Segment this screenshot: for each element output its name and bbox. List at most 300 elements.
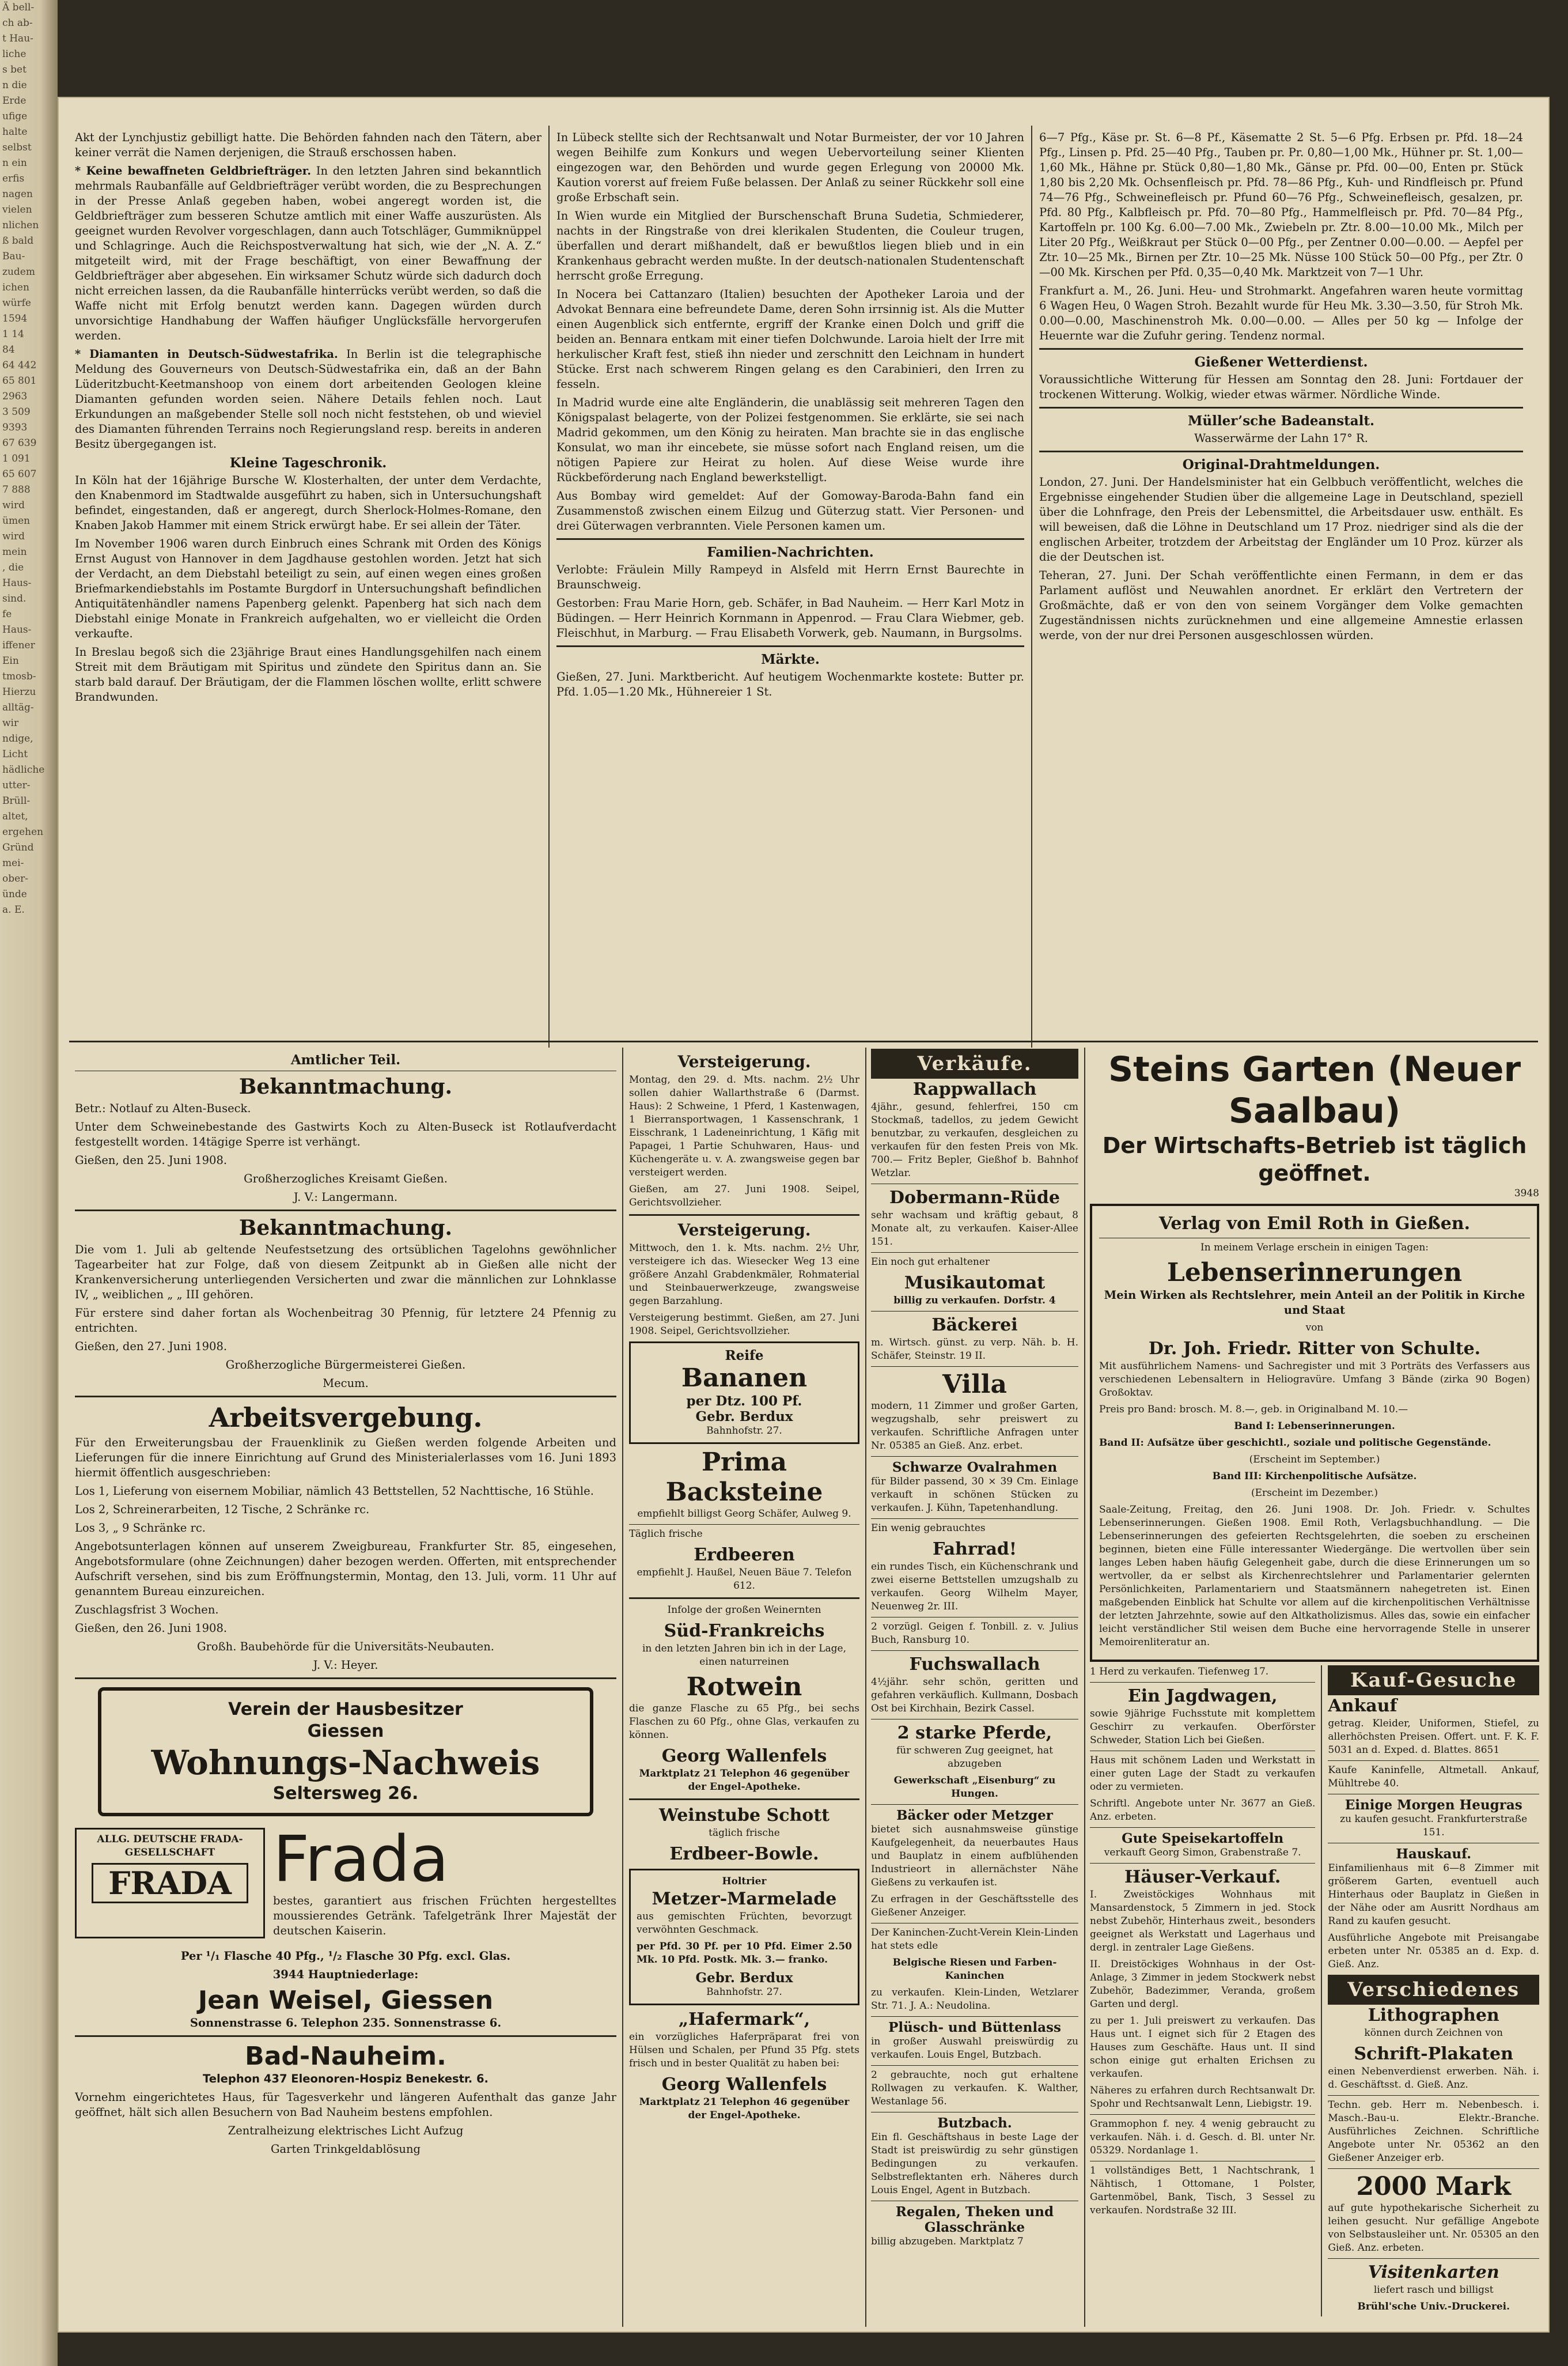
- book-note: (Erscheint im Dezember.): [1251, 1487, 1378, 1499]
- ad-text: Brühl'sche Univ.-Druckerei.: [1357, 2301, 1510, 2312]
- rule: [629, 1798, 859, 1800]
- ad-heading: Bäcker oder Metzger: [896, 1808, 1053, 1823]
- ad-text: empfiehlt billigst Georg Schäfer, Aulweg 9.: [637, 1508, 851, 1520]
- spine-text-line: mei-: [2, 857, 24, 869]
- ad-text: einen Nebenverdienst erwerben. Näh. i. d. Geschäftsst. d. Gieß. Anz.: [1328, 2066, 1539, 2091]
- spine-text-line: selbst: [2, 142, 32, 153]
- spine-text-line: halte: [2, 126, 28, 138]
- ad-text: Ein fl. Geschäftshaus in beste Lage der Stadt ist preiswürdig zu sehr günstigen Bedingungen zu verkaufen. Selbstreflektanten erh. Näheres durch Louis Engel, Agent in Butzbach.: [871, 2131, 1078, 2196]
- section-heading-amtlicher-teil: Amtlicher Teil.: [290, 1052, 401, 1068]
- ad-text: sehr wachsam und kräftig gebaut, 8 Monate alt, zu verkaufen. Kaiser-Allee 151.: [871, 1210, 1078, 1248]
- section-heading-verschiedenes: Verschiedenes: [1328, 1975, 1539, 2005]
- spine-text-line: liche: [2, 48, 26, 60]
- market-report: Gießen, 27. Juni. Marktbericht. Auf heutigem Wochenmarkte kostete: Butter pr. Pfd. 1.05—1.20 Mk., Hühnereier 1 St.: [556, 670, 1024, 698]
- ad-number: 3948: [1514, 1188, 1539, 1199]
- spine-text-line: Haus-: [2, 577, 32, 589]
- ad-heading: Musikautomat: [904, 1273, 1046, 1293]
- article-madrid: In Madrid wurde eine alte Engländerin, die unablässig seit mehreren Tagen den Königspalast belagerte, von der Polizei festgenommen. Sie erklärte, sie sei nach Madrid gekommen, um den König zu heiraten. Man brachte sie in das englische Konsulat, wo man ihr eincebete, sie müsse sofort nach England reisen, um die nötigen Papiere zur Heirat zu holen. Auf diese Weise wurde ihre Rückbeförderung nach England bewerkstelligt.: [556, 396, 1024, 484]
- section-heading-kleine-tageschronik: Kleine Tageschronik.: [229, 455, 387, 471]
- ad-address: Marktplatz 21 Telephon 46 gegenüber der Engel-Apotheke.: [639, 2096, 850, 2121]
- ad-line: in den letzten Jahren bin ich in der Lage, einen naturreinen: [642, 1643, 847, 1668]
- section-rule: [1039, 348, 1523, 350]
- ad-line: Süd-Frankreichs: [664, 1621, 825, 1641]
- ad-heading: Villa: [942, 1370, 1008, 1399]
- ad-heading: Lithographen: [1368, 2005, 1499, 2025]
- spine-text-line: Ä bell-: [2, 2, 35, 13]
- ad-seller: Gewerkschaft „Eisenburg“ zu Hungen.: [893, 1775, 1056, 1800]
- ad-heading: 2000 Mark: [1356, 2172, 1512, 2201]
- column-divider: [622, 1048, 623, 2327]
- rule: [1328, 2095, 1539, 2096]
- ads-left-subcolumn: [1090, 1665, 1315, 2316]
- spine-text-line: zudem: [2, 266, 35, 278]
- rule: [1090, 1827, 1315, 1828]
- spine-text-line: wird: [2, 500, 25, 511]
- ad-text: 2 vorzügl. Geigen f. Tonbill. z. v. Julius Buch, Ransburg 10.: [871, 1621, 1078, 1646]
- rule: [1328, 1760, 1539, 1761]
- ad-heading: Versteigerung.: [677, 1220, 811, 1239]
- ad-seller: Georg Wallenfels: [661, 2074, 827, 2095]
- ad-text: in großer Auswahl preiswürdig zu verkaufen. Louis Engel, Butzbach.: [871, 2036, 1078, 2061]
- spine-text-line: tmosb-: [2, 671, 36, 682]
- spine-text-line: ufige: [2, 111, 28, 122]
- ad-rotwein-title: Rotwein: [686, 1672, 802, 1702]
- ad-text: Belgische Riesen und Farben-Kaninchen: [892, 1957, 1057, 1982]
- spine-text-line: a. E.: [2, 904, 25, 916]
- spine-text-line: altet,: [2, 811, 28, 822]
- book-volume: Band I: Lebenserinnerungen.: [1234, 1420, 1395, 1432]
- ad-heading: Versteigerung.: [677, 1052, 811, 1071]
- ad-text: zu kaufen gesucht. Frankfurterstraße 151.: [1340, 1813, 1528, 1838]
- notice-text: Unter dem Schweinebestande des Gastwirts Koch zu Alten-Buseck ist Rotlaufverdacht festgestellt worden. 14tägige Sperre ist verhängt.: [75, 1120, 616, 1148]
- book-subtitle: Mein Wirken als Rechtslehrer, mein Anteil an der Politik in Kirche und Staat: [1104, 1288, 1525, 1317]
- section-rule: [1039, 407, 1523, 409]
- spine-text-line: Hierzu: [2, 686, 36, 698]
- section-heading-verkaeufe: Verkäufe.: [871, 1049, 1078, 1079]
- official-notices-column: [75, 1049, 616, 2316]
- rule: [871, 1252, 1078, 1253]
- spine-text-line: utter-: [2, 780, 31, 791]
- article-nocera: In Nocera bei Cattanzaro (Italien) besuchten der Apotheker Laroia und der Advokat Bennara eine befreundete Dame, deren Sohn irrsinnig ist. Als die Mutter einen Augenblick sich entfernte, ergriff der Kranke einen Dolch und griff die beiden an. Bennara entkam mit einer tiefen Dolchwunde. Laroia hielt der Irre mit herkulischer Kraft fest, stieß ihn nieder und zerschnitt den Leichnam in hundert Stücke. Erst nach schwerem Ringen gelang es den Carabinieri, den Irren zu fesseln.: [556, 288, 1024, 391]
- spine-text-line: Gründ: [2, 842, 34, 853]
- notice-lot: Los 1, Lieferung von eisernem Mobiliar, nämlich 43 Bettstellen, 52 Nachttische, 16 Stühle.: [75, 1484, 594, 1498]
- ad-line: Reife: [725, 1348, 764, 1363]
- ad-heading: 2 starke Pferde,: [897, 1723, 1052, 1743]
- frada-logo-text: FRADA: [92, 1863, 248, 1903]
- ad-frada: [75, 1824, 616, 1942]
- rule: [75, 1396, 616, 1397]
- spine-text-line: ichen: [2, 282, 29, 293]
- family-gestorben: Gestorben: Frau Marie Horn, geb. Schäfer, in Bad Nauheim. — Herr Karl Motz in Büdingen. — Herr Heinrich Kornmann in Appenrod. — Frau Clara Wiebmer, geb. Fleischhut, in Marburg. — Frau Elisabeth Vorwerk, geb. Naumann, in Burgsolms.: [556, 596, 1024, 640]
- spine-text-line: 67 639: [2, 437, 37, 449]
- spine-text-line: ünde: [2, 889, 27, 900]
- spine-text-line: erfis: [2, 173, 25, 184]
- book-title: Lebenserinnerungen: [1166, 1258, 1463, 1287]
- rule: [871, 2065, 1078, 2066]
- spine-text-line: ndige,: [2, 733, 33, 744]
- ad-headline: Metzer-Marmelade: [652, 1889, 837, 1909]
- ad-text: 4jähr., gesund, fehlerfrei, 150 cm Stockmaß, tadellos, zu jedem Gewicht benutzbar, zu verkaufen, desgleichen zu verkaufen für den festen Preis von Mk. 700.— Fritz Bepler, Gießhof b. Bahnhof Wetzlar.: [871, 1101, 1078, 1179]
- article-text: In den letzten Jahren sind bekanntlich mehrmals Raubanfälle auf Geldbriefträger verübt worden, die zu Besprechungen in der Presse Anlaß gegeben haben, wobei angeregt worden ist, die Geldbriefträger zum besseren Schutze amtlich mit einer Waffe auszurüsten. Als geeignet wurden Revolver vorgeschlagen, dann auch Totschläger, Gummiknüppel und Schlagringe. Auch die Reichspostverwaltung hat sich, wie der „N. A. Z.“ mitgeteilt wird, mit der Frage beschäftigt, von einer Bewaffnung der Geldbriefträger aber abgesehen. Ein wirksamer Schutz würde sich dadurch doch nicht erreichen lassen, da die Raubanfälle hinterrücks verübt werden, so daß die Waffe nicht mit Erfolg benutzt werden kann. Dagegen würden durch unvorsichtige Handhabung der Waffen häufiger Unglücksfälle hervorgerufen werden.: [75, 164, 541, 342]
- ad-bad-nauheim-text: Vornehm eingerichtetes Haus, für Tagesverkehr und längeren Aufenthalt das ganze Jahr geöffnet, hält sich allen Besuchern von Bad Nauheim bestens empfohlen.: [75, 2091, 616, 2119]
- ad-line: Verein der Hausbesitzer: [228, 1699, 463, 1719]
- frada-headline: Frada: [273, 1822, 449, 1896]
- ad-text: In meinem Verlage erschein in einigen Tagen:: [1200, 1242, 1429, 1253]
- spine-text-line: ß bald: [2, 235, 34, 247]
- notice-signature: Mecum.: [323, 1377, 369, 1390]
- spine-text-line: 1 14: [2, 328, 24, 340]
- rule: [1090, 1682, 1315, 1683]
- ad-text: I. Zweistöckiges Wohnhaus mit Mansardenstock, 5 Zimmern in jed. Stock nebst Zubehör, Hinterhaus zweit., besonders geeignet als Werkstatt und Lagerhaus und dergl. in zentraler Lage Gießens.: [1090, 1889, 1316, 1953]
- ad-heading: Häuser-Verkauf.: [1124, 1867, 1281, 1887]
- article-wien: In Wien wurde ein Mitglied der Burschenschaft Bruna Sudetia, Schmiederer, nachts in der Ringstraße von drei klerikalen Studenten, die Couleur trugen, überfallen und derart mißhandelt, daß er bewußtlos liegen blieb und in ein Krankenhaus gebracht werden mußte. In der deutsch-nationalen Studentenschaft herrscht große Erregung.: [556, 209, 1024, 282]
- family-verlobte: Verlobte: Fräulein Milly Rampeyd in Alsfeld mit Herrn Ernst Baurechte in Braunschweig.: [556, 563, 1024, 591]
- spine-text-line: ober-: [2, 873, 29, 885]
- ads-right-subcolumn: [1328, 1665, 1539, 2316]
- ad-heading: Butzbach.: [937, 2115, 1012, 2131]
- rule: [629, 1214, 859, 1216]
- ad-text: aus gemischten Früchten, bevorzugt verwöhnten Geschmack.: [637, 1911, 852, 1936]
- ad-bad-nauheim-line: Telephon 437 Eleonoren-Hospiz Benekestr. 6.: [203, 2072, 488, 2085]
- spine-text-line: ergehen: [2, 826, 44, 838]
- notice-signature: J. V.: Heyer.: [313, 1658, 378, 1672]
- rule: [75, 1210, 616, 1211]
- ad-heading: Visitenkarten: [1368, 2262, 1499, 2282]
- telegram-london: London, 27. Juni. Der Handelsminister hat ein Gelbbuch veröffentlicht, welches die Ergebnisse eingehender Studien über die allgemeine Lage in Deutschland, speziell über die Lohnfrage, den Preis der Lebensmittel, die Arbeitsdauer usw. enthält. Es will beweisen, daß die Löhne in Deutschland um 17 Proz. niedriger sind als die der englischen Arbeiter, trotzdem der Arbeitstag der Engländer um 10 Proz. kürzer als die der Deutschen ist.: [1039, 475, 1523, 564]
- ad-text: Gießen, am 27. Juni 1908. Seipel, Gerichtsvollzieher.: [629, 1184, 859, 1208]
- rule: [871, 1650, 1078, 1651]
- ad-bad-nauheim-line: Garten Trinkgeldablösung: [270, 2142, 421, 2156]
- frada-dealer-address: Sonnenstrasse 6. Telephon 235. Sonnenstrasse 6.: [190, 2016, 502, 2029]
- article-diamanten: [75, 347, 541, 452]
- market-frankfurt: Frankfurt a. M., 26. Juni. Heu- und Strohmarkt. Angefahren waren heute vormittag 6 Wagen Heu, 0 Wagen Stroh. Bezahlt wurde für Heu Mk. 3.30—3.50, für Stroh Mk. 0.00—0.00, Maschinenstroh Mk. 0.00—0.00. — Alles per 50 kg — Infolge der Heuernte war die Zufuhr gering. Tendenz normal.: [1039, 284, 1523, 342]
- spine-text-line: , die: [2, 562, 24, 573]
- article-koeln: In Köln hat der 16jährige Bursche W. Klosterhalten, der unter dem Verdachte, den Knabenmord im Stadtwalde ausgeführt zu haben, sich in Untersuchungshaft befindet, eingestanden, daß er angeregt, durch Sherlock-Holmes-Romane, den Knaben Jakob Hammer mit einem Strick erwürgt habe. Er sei allein der Täter.: [75, 474, 541, 532]
- ad-heading: Fuchswallach: [909, 1654, 1040, 1675]
- spine-text-line: 7 888: [2, 484, 31, 496]
- ad-heading: Ein Jagdwagen,: [1127, 1686, 1278, 1706]
- ad-subline: Der Wirtschafts-Betrieb ist täglich geöffnet.: [1102, 1133, 1527, 1186]
- ad-heading: Rappwallach: [912, 1079, 1037, 1099]
- ad-address: Seltersweg 26.: [272, 1783, 419, 1804]
- ad-text: 2 gebrauchte, noch gut erhaltene Rollwagen zu verkaufen. K. Walther, Westanlage 56.: [871, 2069, 1078, 2107]
- article-title: * Diamanten in Deutsch-Südwestafrika.: [75, 347, 338, 361]
- spine-text-line: iffener: [2, 640, 35, 651]
- spine-text-line: würfe: [2, 297, 31, 309]
- rule: [75, 2035, 616, 2037]
- spine-text-line: n die: [2, 80, 27, 91]
- book-author: Dr. Joh. Friedr. Ritter von Schulte.: [1148, 1339, 1481, 1359]
- ad-text: auf gute hypothekarische Sicherheit zu leihen gesucht. Nur gefällige Angebote von Selbstausleiher unt. Nr. 05305 an den Gieß. Anz. erbeten.: [1328, 2202, 1539, 2254]
- frada-price: Per ¹/₁ Flasche 40 Pfg., ¹/₂ Flasche 30 Pfg. excl. Glas.: [180, 1949, 511, 1963]
- spine-text-line: mein: [2, 546, 27, 558]
- spine-text-line: 64 442: [2, 360, 37, 371]
- spine-text-line: Bau-: [2, 251, 25, 262]
- rule: [871, 1366, 1078, 1367]
- spine-text-line: sind.: [2, 593, 26, 604]
- notice-text: Betr.: Notlauf zu Alten-Buseck.: [75, 1102, 251, 1115]
- ad-line: Giessen: [307, 1721, 384, 1741]
- ad-heading: Regalen, Theken und Glasschränke: [895, 2204, 1054, 2235]
- section-heading-drahtmeldungen: Original-Drahtmeldungen.: [1182, 457, 1380, 473]
- ad-heading: Dobermann-Rüde: [889, 1188, 1060, 1208]
- ad-text: für schweren Zug geeignet, hat abzugeben: [896, 1745, 1054, 1770]
- notice-date: Gießen, den 27. Juni 1908.: [75, 1340, 228, 1353]
- notice-text: Für den Erweiterungsbau der Frauenklinik zu Gießen werden folgende Arbeiten und Lieferungen für die innere Einrichtung auf Grund des Ministerialerlasses vom 16. Juni 1893 hiermit öffentlich ausgeschrieben:: [75, 1436, 616, 1479]
- ad-hafermark-title: „Hafermark“,: [678, 2009, 810, 2029]
- ad-text: verkauft Georg Simon, Grabenstraße 7.: [1104, 1847, 1301, 1858]
- spine-text-line: 65 801: [2, 375, 37, 387]
- spine-text-line: vielen: [2, 204, 32, 216]
- article-lynchjustiz: Akt der Lynchjustiz gebilligt hatte. Die Behörden fahnden nach den Tätern, aber keiner verrät die Namen derjenigen, die Strauß erschossen haben.: [75, 131, 541, 159]
- ad-text: billig abzugeben. Marktplatz 7: [871, 2236, 1024, 2247]
- ad-line: Erdbeer-Bowle.: [669, 1844, 819, 1864]
- ad-text: die ganze Flasche zu 65 Pfg., bei sechs Flaschen zu 60 Pfg., ohne Glas, verkaufen zu können.: [629, 1703, 859, 1741]
- spine-text-line: 9393: [2, 422, 28, 433]
- ad-verlag-emil-roth: [1090, 1204, 1539, 1662]
- ad-text: Schriftl. Angebote unter Nr. 3677 an Gieß. Anz. erbeten.: [1090, 1798, 1316, 1823]
- ad-text: II. Dreistöckiges Wohnhaus in der Ost-Anlage, 3 Zimmer in jedem Stockwerk nebst Zubehör, Badezimmer, Veranda, großem Garten und dergl.: [1090, 1959, 1316, 2010]
- ad-text: Montag, den 29. d. Mts. nachm. 2½ Uhr sollen dahier Wallarthstraße 6 (Darmst. Haus): 2 Schweine, 1 Pferd, 1 Kastenwagen, 1 Bierransportwagen, 1 Kassenschrank, 1 Eisschrank, 1 Ladeneinrichtung, 1 Käfig mit Papagei, 1 Partie Schuhwaren, Haus- und Küchengeräte u. v. A. zwangsweise gegen bar versteigert werden.: [629, 1074, 859, 1178]
- section-rule: [556, 538, 1024, 540]
- rule: [1090, 2114, 1315, 2115]
- spine-text-line: n ein: [2, 157, 27, 169]
- article-title: * Keine bewaffneten Geldbriefträger.: [75, 164, 312, 177]
- column-divider: [1084, 1048, 1085, 2327]
- rule: [1328, 2258, 1539, 2259]
- ad-heading: Schwarze Ovalrahmen: [892, 1460, 1058, 1475]
- article-breslau: In Breslau begoß sich die 23jährige Braut eines Handlungsgehilfen nach einem Streit mit dem Bräutigam mit Spiritus und zündete den Spiritus dann an. Sie starb bald darauf. Der Bräutigam, der die Flammen löschen wollte, erlitt schwere Brandwunden.: [75, 645, 541, 704]
- ad-seller: Georg Wallenfels: [661, 1746, 827, 1766]
- ad-text: Haus mit schönem Laden und Werkstatt in einer guten Lage der Stadt zu verkaufen oder zu vermieten.: [1090, 1755, 1316, 1793]
- spine-text-line: alltäg-: [2, 702, 34, 713]
- section-heading-badeanstalt: Müller’sche Badeanstalt.: [1187, 413, 1375, 429]
- frada-company: ALLG. DEUTSCHE FRADA-GESELLSCHAFT: [97, 1834, 243, 1858]
- ad-heading: Schrift-Plakaten: [1354, 2044, 1513, 2064]
- ad-text: ein rundes Tisch, ein Küchenschrank und zwei eiserne Bettstellen umzugshalb zu verkaufen. Georg Wilhelm Mayer, Neuenweg 2r. III.: [871, 1561, 1078, 1612]
- spine-text-line: Haus-: [2, 624, 32, 636]
- ad-text: Näheres zu erfahren durch Rechtsanwalt Dr. Spohr und Rechtsanwalt Lenn, Liebigstr. 19.: [1090, 2085, 1316, 2110]
- ad-bad-nauheim-title: Bad-Nauheim.: [245, 2042, 446, 2071]
- ad-text: Versteigerung bestimmt. Gießen, am 27. Juni 1908. Seipel, Gerichtsvollzieher.: [629, 1312, 859, 1337]
- ad-price: per Pfd. 30 Pf. per 10 Pfd. Eimer 2.50 Mk. 10 Pfd. Postk. Mk. 3.— franko.: [637, 1941, 852, 1966]
- ad-text: liefert rasch und billigst: [1373, 2284, 1494, 2296]
- spine-text-line: 2963: [2, 391, 28, 402]
- ad-verein-hausbesitzer: [98, 1687, 593, 1816]
- ad-weinstube-title: Weinstube Schott: [658, 1805, 830, 1825]
- ad-text: m. Wirtsch. günst. zu verp. Näh. b. H. Schäfer, Steinstr. 19 II.: [871, 1337, 1078, 1362]
- ad-erdbeeren-title: Erdbeeren: [694, 1545, 795, 1565]
- notice-lot: Los 3, „ 9 Schränke rc.: [75, 1521, 206, 1535]
- book-volume: Band III: Kirchenpolitische Aufsätze.: [1212, 1471, 1417, 1482]
- rule: [871, 1518, 1078, 1519]
- ad-text: billig zu verkaufen. Dorfstr. 4: [893, 1295, 1056, 1306]
- ad-line: Infolge der großen Weinernten: [667, 1604, 821, 1616]
- spine-text-line: ümen: [2, 515, 31, 527]
- notice-heading: Bekanntmachung.: [238, 1075, 453, 1099]
- ad-headline: Bananen: [681, 1363, 808, 1393]
- page-section-rule: [69, 1041, 1538, 1042]
- rule: [871, 1456, 1078, 1457]
- ad-text: Mittwoch, den 1. k. Mts. nachm. 2½ Uhr, versteigere ich das. Wiesecker Weg 13 eine größere Anzahl Grabdenkmäler, Rohmaterial und Steinbauerwerkzeuge, zwangsweise gegen Barzahlung.: [629, 1242, 859, 1307]
- spine-text-line: 1 091: [2, 453, 31, 464]
- ad-text: für Bilder passend, 30 × 39 Cm. Einlage verkauft in schönen Stücken zu verkaufen. J. Kühn, Tapetenhandlung.: [871, 1476, 1078, 1514]
- section-heading-maerkte: Märkte.: [761, 652, 820, 667]
- spine-text-line: 84: [2, 344, 15, 356]
- article-bombay: Aus Bombay wird gemeldet: Auf der Gomoway-Baroda-Bahn fand ein Zusammenstoß zwischen einem Eilzug und Güterzug statt. Vier Personen- und drei Güterwagen verbrannten. Viele Personen kamen um.: [556, 489, 1024, 532]
- ad-text: zu per 1. Juli preiswert zu verkaufen. Das Haus unt. I eignet sich für 2 Etagen des Hauses zum Geschäfte. Haus unt. II sind schon einige gut erhalten Erichsen zu verkaufen.: [1090, 2015, 1316, 2080]
- ad-text: getrag. Kleider, Uniformen, Stiefel, zu allerhöchsten Preisen. Offert. unt. F. K. F. 5031 an d. Exped. d. Blattes. 8651: [1328, 1718, 1539, 1756]
- section-rule: [556, 645, 1024, 647]
- ad-text: Grammophon f. ney. 4 wenig gebraucht zu verkaufen. Näh. i. d. Gesch. d. Bl. unter Nr. 05329. Nordanlage 1.: [1090, 2118, 1316, 2156]
- spine-text-line: Ein: [2, 655, 19, 667]
- ad-steins-garten: [1090, 1049, 1539, 1200]
- spine-text-line: s bet: [2, 64, 26, 75]
- news-column-3: [1039, 130, 1523, 1029]
- article-orden: Im November 1906 waren durch Einbruch eines Schrank mit Orden des Königs Ernst August von Hannover in dem Jagdhause gestohlen worden. Jetzt hat sich der Verdacht, an dem Diebstahl beteiligt zu sein, auf einen wegen eines großen Briefmarkendiebstahls im Postamte Burgdorf in Untersuchungshaft befindlichen Antiquitätenhändler namens Papenberg gelenkt. Papenberg hat sich nach dem Diebstahl einige Monate in Frankreich aufgehalten, wo er vielleicht die Orden verkaufte.: [75, 537, 541, 640]
- ad-heading: Bäckerei: [931, 1315, 1018, 1335]
- ad-bad-nauheim-line: Zentralheizung elektrisches Licht Aufzug: [228, 2124, 464, 2137]
- telegram-teheran: Teheran, 27. Juni. Der Schah veröffentlichte einen Fermann, in dem er das Parlament auflöst und Neuwahlen anordnet. Er erklärt den Vertretern der Großmächte, daß er von den von seinem Vorgänger dem Volke gemachten Zugeständnissen nichts zurücknehmen und eine allgemeine Amnestie erlassen werde, von der nur drei Personen ausgeschlossen würden.: [1039, 569, 1523, 642]
- section-heading-wetterdienst: Gießener Wetterdienst.: [1194, 354, 1368, 370]
- rule: [1328, 2168, 1539, 2169]
- ad-line: Ein wenig gebrauchtes: [871, 1522, 986, 1534]
- news-column-1: [75, 130, 541, 1029]
- column-divider: [548, 126, 550, 1048]
- ad-bananen: [629, 1341, 859, 1444]
- notice-date: Gießen, den 25. Juni 1908.: [75, 1154, 228, 1167]
- ad-text: können durch Zeichnen von: [1364, 2027, 1503, 2039]
- ad-text: ein vorzügliches Haferpräparat frei von Hülsen und Schalen, per Pfund 35 Pfg. stets frisch und in bester Qualität zu haben bei:: [629, 2031, 859, 2069]
- book-by: von: [1305, 1322, 1324, 1333]
- column-divider: [1031, 126, 1032, 1048]
- notice-signature: J. V.: Langermann.: [293, 1190, 398, 1204]
- notice-authority: Großherzogliche Bürgermeisterei Gießen.: [225, 1358, 466, 1371]
- ad-heading: Einige Morgen Heugras: [1344, 1797, 1522, 1813]
- rule: [871, 1804, 1078, 1805]
- facing-page-spine: [0, 0, 58, 2366]
- ad-headline: Steins Garten (Neuer Saalbau): [1108, 1049, 1521, 1131]
- spine-text-line: hädliche: [2, 764, 45, 776]
- spine-text-line: nagen: [2, 188, 33, 200]
- spine-text-line: Licht: [2, 749, 28, 760]
- spine-text-line: Brüll-: [2, 795, 31, 807]
- book-review: Saale-Zeitung, Freitag, den 26. Juni 1908. Dr. Joh. Friedr. v. Schultes Lebenserinnerungen. Gießen 1908. Emil Roth, Verlagsbuchhandlung. — Die Lebenserinnerungen des gefeierten Rechtsgelehrten, die soeben zu erscheinen beginnen, bieten eine Fülle interessanter Wiedergänge. Die wertvollen über sein langes Leben haben häufig Gelegenheit gabe, durch die diese Erinnerungen um so wertvoller, da er selbst als Kirchenrechtslehrer und Parlamentarier gelernten Persönlichkeiten, Parlamentariern und Staatsmännern nahegetreten ist. Einen maßgebenden Einblick hat Schulte vor allem auf die kirchenpolitischen Verhältnisse der letzten Jahrzehnte, sowie auf den Altkatholizismus. Alles das, sowie ein einfacher leicht verständlicher Stil weisen dem Buche eine hervorragende Stelle in unserer Memoirenliteratur an.: [1099, 1504, 1530, 1648]
- section-heading-kauf-gesuche: Kauf-Gesuche: [1328, 1665, 1539, 1695]
- spine-text-line: 1594: [2, 313, 28, 324]
- rule: [1090, 1863, 1315, 1864]
- rule: [629, 1524, 859, 1525]
- notice-date: Gießen, den 26. Juni 1908.: [75, 1622, 228, 1635]
- ad-address: Bahnhofstr. 27.: [706, 1425, 782, 1437]
- book-volume: Band II: Aufsätze über geschichtl., soziale und politische Gegenstände.: [1099, 1437, 1491, 1449]
- spine-text-line: wird: [2, 531, 25, 542]
- notice-heading: Bekanntmachung.: [238, 1216, 453, 1240]
- ad-line: Ein noch gut erhaltener: [871, 1256, 990, 1268]
- ad-address: Marktplatz 21 Telephon 46 gegenüber der Engel-Apotheke.: [639, 1768, 850, 1793]
- ad-text: 1 Herd zu verkaufen. Tiefenweg 17.: [1090, 1666, 1269, 1677]
- article-geldbrieftraeger: [75, 164, 541, 343]
- section-rule: [1039, 451, 1523, 452]
- notice-lot: Los 2, Schreinerarbeiten, 12 Tische, 2 Schränke rc.: [75, 1503, 370, 1516]
- ad-heading: Gute Speisekartoffeln: [1122, 1831, 1284, 1846]
- ad-heading: Ankauf: [1328, 1696, 1397, 1716]
- notice-text: Zuschlagsfrist 3 Wochen.: [75, 1603, 219, 1616]
- ad-address: Bahnhofstr. 27.: [706, 1986, 782, 1998]
- spine-text-line: 3 509: [2, 406, 31, 418]
- ad-text: Ausführliche Angebote mit Preisangabe erbeten unter Nr. 05385 an d. Exp. d. Gieß. Anz.: [1328, 1932, 1539, 1970]
- frada-depot: 3944 Hauptniederlage:: [272, 1968, 419, 1981]
- book-price: Preis pro Band: brosch. M. 8.—, geb. in Originalband M. 10.—: [1099, 1404, 1408, 1415]
- market-prices: 6—7 Pfg., Käse pr. St. 6—8 Pf., Käsematte 2 St. 5—6 Pfg. Erbsen pr. Pfd. 18—24 Pfg., Linsen p. Pfd. 25—40 Pfg., Tauben pr. Pr. 0,80—1,00 Mk., Hühner pr. St. 1,00—1,60 Mk., Hähne pr. Stück 0,80—1,80 Mk., Gänse pr. Pfd. 00—00, Enten pr. Stück 1,80 bis 2,20 Mk. Ochsenfleisch pr. Pfd. 78—86 Pfg., Kuh- und Rindfleisch pr. Pfund 74—76 Pfg., Schweinefleisch pr. Pfund 60—76 Pfg., Schweinefleisch, gesalzen, pr. Pfd. 80 Pfg., Kalbfleisch pr. Pfd. 70—80 Pfg., Hammelfleisch pr. Pfd. 70—84 Pfg., Kartoffeln pr. 100 Kg. 6.00—7.00 Mk., Zwiebeln pr. Ztr. 8.00—10.00 Mk., Milch per Liter 20 Pfg., Weißkraut per Stück 0—00 Pfg., per Zentner 0.00—0.00. — Aepfel per Ztr. 10—25 Mk., Birnen per Ztr. 10—25 Mk. Nüsse 100 Stück 50—00 Pfg., per Ztr. 0—00 Mk. Kirschen per Pfd. 0,35—0,40 Mk. Marktzeit von 7—1 Uhr.: [1039, 131, 1523, 279]
- ad-seller: Gebr. Berdux: [695, 1970, 793, 1986]
- rule: [871, 2016, 1078, 2017]
- ad-line: Täglich frische: [629, 1528, 703, 1540]
- rule: [629, 1597, 859, 1599]
- spine-text-line: fe: [2, 608, 12, 620]
- ad-text: modern, 11 Zimmer und großer Garten, wegzugshalb, sehr preiswert zu verkaufen. Schriftliche Anfragen unter Nr. 05385 an Gieß. Anz. erbet.: [871, 1400, 1078, 1452]
- spine-text-line: Erde: [2, 95, 26, 107]
- ad-metzer-marmelade: [629, 1869, 859, 2005]
- frada-dealer: Jean Weisel, Giessen: [198, 1986, 494, 2015]
- article-text: In Berlin ist die telegraphische Meldung des Gouverneurs von Deutsch-Südwestafrika ein, daß an der Bahn Lüderitzbucht-Keetmanshoop von einem dort arbeitenden Geologen kleine Diamanten gefunden worden seien. Nähere Details fehlen noch. Laut Erkundungen an maßgebender Stelle soll noch nicht feststehen, ob und wieviel des Diamanten führenden Terrains noch Regierungsland resp. bereits in anderen Besitz übergegangen ist.: [75, 347, 541, 451]
- book-note: (Erscheint im September.): [1249, 1454, 1380, 1465]
- newspaper-page: [58, 97, 1550, 2333]
- ad-heading: Hauskauf.: [1396, 1846, 1472, 1862]
- spine-text-line: 65 607: [2, 468, 37, 480]
- ad-line: täglich frische: [709, 1827, 780, 1839]
- ad-text: Techn. geb. Herr m. Nebenbesch. i. Masch.-Bau-u. Elektr.-Branche. Ausführliches Zeichnen. Schriftliche Angebote unter Nr. 05362 an den Gießener Anzeiger erb.: [1328, 2099, 1539, 2164]
- ad-line: Holtrier: [722, 1876, 767, 1887]
- section-heading-familien: Familien-Nachrichten.: [707, 545, 874, 560]
- ad-text: bietet sich ausnahmsweise günstige Kaufgelegenheit, da neuerbautes Haus und Bauplatz in einem aufblühenden Industrieort in allernächster Nähe Gießens zu verkaufen ist.: [871, 1824, 1078, 1888]
- notice-text: Die vom 1. Juli ab geltende Neufestsetzung des ortsüblichen Tagelohns gewöhnlicher Tagearbeiter hat zur Folge, daß von diesem Zeitpunkt ab in Gießen alle nicht der Krankenversicherung unterliegenden Versicherten und zwar die männlichen zur Lohnklasse IV, „ weiblichen „ „ III gehören.: [75, 1243, 616, 1301]
- notice-heading: Arbeitsvergebung.: [209, 1402, 483, 1433]
- spine-text-line: wir: [2, 717, 19, 729]
- ad-text: empfiehlt J. Haußel, Neuen Bäue 7. Telefon 612.: [637, 1567, 852, 1592]
- frada-text: bestes, garantiert aus frischen Früchten hergestelltes moussierendes Getränk. Tafelgetränk Ihrer Majestät der deutschen Kaiserin.: [273, 1894, 616, 1937]
- frada-logo: [75, 1828, 265, 1938]
- ad-text: 4½jähr. sehr schön, geritten und gefahren verkäuflich. Kullmann, Dosbach Ost bei Kirchhain, Bezirk Cassel.: [871, 1676, 1078, 1714]
- ad-heading: Verlag von Emil Roth in Gießen.: [1158, 1214, 1471, 1234]
- sales-column: [871, 1049, 1078, 2316]
- ad-heading: Fahrrad!: [932, 1539, 1017, 1559]
- spine-text-line: nlichen: [2, 220, 39, 231]
- water-temperature: Wasserwärme der Lahn 17° R.: [1194, 432, 1368, 445]
- notice-text: Angebotsunterlagen können auf unserem Zweigbureau, Frankfurter Str. 85, eingesehen, Angebotsformulare (ohne Zeichnungen) daher bezogen werden. Offerten, mit entsprechender Aufschrift versehen, sind bis zum Eröffnungstermin, Montag, den 13. Juli, vorm. 11 Uhr auf genanntem Bureau einzureichen.: [75, 1540, 616, 1598]
- ad-text: Kaufe Kaninfelle, Altmetall. Ankauf, Mühltrebe 40.: [1328, 1764, 1539, 1789]
- auction-column: [629, 1049, 859, 2316]
- notice-authority: Großherzogliches Kreisamt Gießen.: [244, 1172, 448, 1185]
- weather-forecast: Voraussichtliche Witterung für Hessen am Sonntag den 28. Juni: Fortdauer der trockenen Witterung. Wolkig, wieder etwas wärmer. Nördliche Winde.: [1039, 373, 1523, 401]
- spine-text-line: ch ab-: [2, 17, 33, 29]
- notice-authority: Großh. Baubehörde für die Universitäts-Neubauten.: [197, 1640, 494, 1653]
- ad-headline: Wohnungs-Nachweis: [151, 1743, 540, 1782]
- article-luebeck: In Lübeck stellte sich der Rechtsanwalt und Notar Burmeister, der vor 10 Jahren wegen Beihilfe zum Konkurs und wegen Uebervorteilung seiner Klienten eingezogen war, den Behörden und wurde gegen Erlegung von 20000 Mk. Kaution vorerst auf freiem Fuße belassen. Der Anlaß zu seiner Rückkehr soll eine große Erbschaft sein.: [556, 131, 1024, 204]
- spine-text-line: t Hau-: [2, 33, 33, 44]
- rule: [75, 1677, 616, 1679]
- ad-text: 1 vollständiges Bett, 1 Nachtschrank, 1 Nähtisch, 1 Ottomane, 1 Polster, Gartenmöbel, Bank, Tisch, 3 Sessel zu verkaufen. Nordstraße 32 III.: [1090, 2165, 1316, 2216]
- ad-price: per Dtz. 100 Pf.: [686, 1393, 802, 1409]
- news-column-2: [556, 130, 1024, 1029]
- ad-text: sowie 9jährige Fuchsstute mit komplettem Geschirr zu verkaufen. Oberförster Schweder, Station Lich bei Gießen.: [1090, 1708, 1316, 1746]
- ad-text: Zu erfragen in der Geschäftsstelle des Gießener Anzeiger.: [871, 1893, 1078, 1918]
- publisher-column: [1090, 1049, 1539, 2316]
- column-divider: [865, 1048, 866, 2327]
- ad-backsteine-title: Prima Backsteine: [665, 1447, 823, 1507]
- ad-text: Der Kaninchen-Zucht-Verein Klein-Linden hat stets edle: [871, 1927, 1078, 1952]
- ad-heading: Plüsch- und Büttenlass: [888, 2020, 1061, 2035]
